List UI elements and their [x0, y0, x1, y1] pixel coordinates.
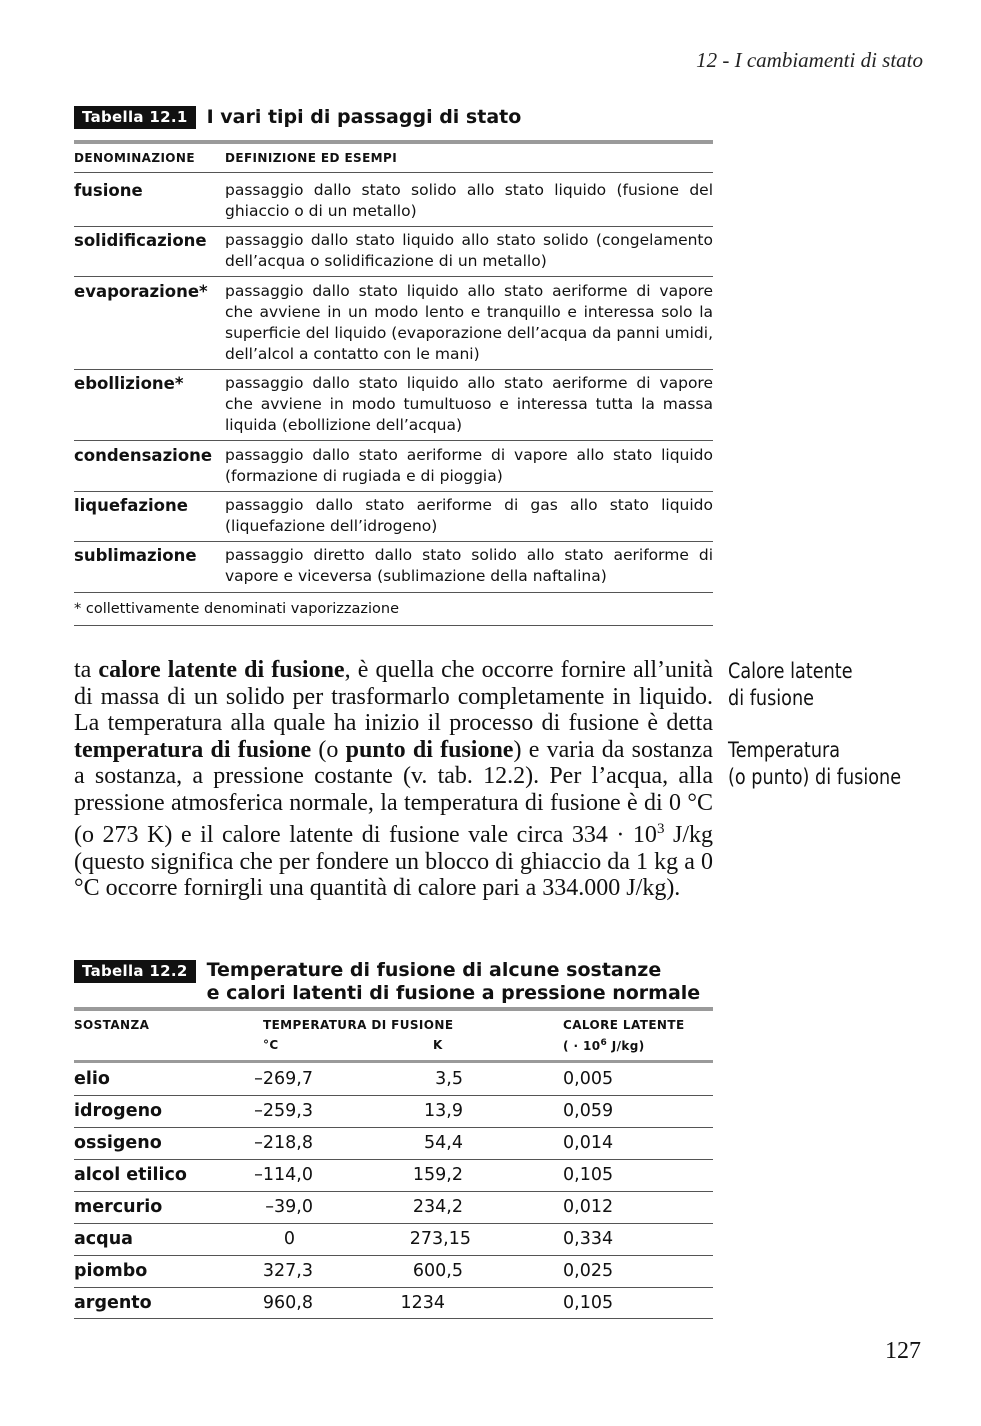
latent-heat: 0,014 — [563, 1133, 614, 1153]
term-calore-latente: calore latente di fusione — [98, 657, 345, 683]
latent-heat: 0,025 — [563, 1261, 614, 1281]
table2-col-celsius: °C — [263, 1038, 279, 1052]
table1-footnote: * collettivamente denominati vaporizzazione — [74, 601, 399, 617]
table1-def: passaggio dallo stato liquido allo stato aeriforme di vapore che avviene in un modo lento e tranquillo e interessa solo la superficie del liquido (evaporazione dell’acqua da panni umidi, dell’alcol a contatto con le mani) — [225, 282, 713, 363]
melting-c: –39,0 — [265, 1197, 313, 1217]
table1-title — [74, 106, 521, 129]
substance-name: elio — [74, 1069, 110, 1089]
table2-heading-line: Temperature di fusione di alcune sostanze — [206, 959, 662, 981]
table2-heading-line: e calori latenti di fusione a pressione normale — [206, 982, 701, 1004]
table2-col-sostanza: SOSTANZA — [74, 1018, 150, 1032]
table1-term: condensazione — [74, 446, 213, 465]
melting-c: –114,0 — [254, 1165, 313, 1185]
table1-term: sublimazione — [74, 546, 197, 565]
margin-note-temperatura — [728, 737, 901, 791]
substance-name: argento — [74, 1293, 152, 1313]
latent-heat: 0,012 — [563, 1197, 614, 1217]
melting-k: 234,2 — [412, 1197, 463, 1217]
table2-top-rule — [74, 1007, 713, 1011]
table-row — [74, 1128, 713, 1160]
term-punto-fusione: punto di fusione — [345, 736, 514, 763]
body-text-run: J/kg (questo significa che per fondere un blocco di ghiaccio da 1 kg a 0 °C occorre fornirgli una quantità di calore pari a 334.000 J/kg). — [74, 822, 713, 901]
table1-row-rule — [74, 276, 713, 277]
melting-k: 1234 — [400, 1293, 445, 1313]
table1-row-rule — [74, 369, 713, 370]
table2-heading — [207, 959, 701, 1005]
heat-unit-text: ( · 10 — [563, 1039, 601, 1053]
table1-def: passaggio dallo stato aeriforme di vapore allo stato liquido (formazione di rugiada e di pioggia) — [225, 446, 713, 485]
table1-heading: I vari tipi di passaggi di stato — [206, 106, 522, 128]
table1-col-term: DENOMINAZIONE — [74, 151, 195, 165]
table1-row-rule — [74, 541, 713, 542]
body-text-run: , è quella che occorre fornire all’unità di massa di un solido per trasformarlo completamente in liquido. La temperatura alla quale ha inizio il processo di fusione è detta — [74, 657, 713, 736]
table1-def: passaggio diretto dallo stato solido allo stato aeriforme di vapore e viceversa (sublimazione della naftalina) — [225, 546, 713, 585]
substance-name: piombo — [74, 1261, 148, 1281]
latent-heat: 0,059 — [563, 1101, 614, 1121]
table1-header-rule — [74, 172, 713, 173]
table1-def: passaggio dallo stato solido allo stato liquido (fusione del ghiaccio o di un metallo) — [225, 181, 713, 220]
table-row — [74, 1256, 713, 1288]
latent-heat: 0,005 — [563, 1069, 614, 1089]
table1-row-rule — [74, 491, 713, 492]
table2-bottom-rule — [74, 1318, 713, 1319]
table1-term: solidificazione — [74, 231, 207, 250]
margin-note-line: (o punto) di fusione — [728, 765, 902, 789]
table1-def: passaggio dallo stato aeriforme di gas allo stato liquido (liquefazione dell’idrogeno) — [225, 496, 713, 535]
table-row — [74, 1224, 713, 1256]
table2-col-kelvin: K — [433, 1038, 443, 1052]
melting-c: –259,3 — [254, 1101, 313, 1121]
melting-c: 327,3 — [262, 1261, 313, 1281]
latent-heat: 0,334 — [563, 1229, 614, 1249]
melting-k: 159,2 — [412, 1165, 463, 1185]
table2-col-temp: TEMPERATURA DI FUSIONE — [263, 1018, 454, 1032]
substance-name: ossigeno — [74, 1133, 162, 1153]
table1-row-rule — [74, 440, 713, 441]
page-number: 127 — [885, 1338, 921, 1364]
table1-term: evaporazione* — [74, 282, 208, 301]
table1-term: liquefazione — [74, 496, 188, 515]
body-paragraph — [74, 657, 713, 902]
table-row — [74, 1064, 713, 1096]
running-head: 12 - I cambiamenti di stato — [696, 48, 923, 72]
table2-col-heat-unit — [563, 1038, 645, 1053]
table1-row-rule — [74, 592, 713, 593]
body-text-run: ) e varia da sostanza a sostanza, a pressione costante (v. tab. 12.2). Per l’acqua, alla pressione atmosferica normale, la temperatura di fusione è di 0 °C (o 273 K) e il calore latente di fusione vale circa 334 · 10 — [74, 736, 713, 848]
margin-note-calore-latente — [728, 658, 853, 712]
melting-c: –218,8 — [254, 1133, 313, 1153]
table2-header-rule — [74, 1060, 713, 1063]
melting-c: 960,8 — [262, 1293, 313, 1313]
substance-name: idrogeno — [74, 1101, 163, 1121]
table-row — [74, 1096, 713, 1128]
table1-bottom-rule — [74, 625, 713, 626]
body-text-run: (o — [311, 736, 346, 763]
latent-heat: 0,105 — [563, 1293, 614, 1313]
heat-unit-exp: 6 — [600, 1038, 608, 1048]
substance-name: acqua — [74, 1229, 133, 1249]
table1-top-rule — [74, 140, 713, 144]
melting-c: –269,7 — [254, 1069, 313, 1089]
margin-note-line: Temperatura — [728, 738, 841, 762]
melting-k: 273,15 — [409, 1229, 471, 1249]
table2-title — [74, 959, 700, 1005]
melting-k: 600,5 — [412, 1261, 463, 1281]
term-temperatura-fusione: temperatura di fusione — [74, 736, 312, 763]
substance-name: mercurio — [74, 1197, 163, 1217]
table1-tag: Tabella 12.1 — [74, 106, 196, 129]
table-row — [74, 1192, 713, 1224]
margin-note-line: di fusione — [728, 686, 815, 710]
table1-term: fusione — [74, 181, 143, 200]
substance-name: alcol etilico — [74, 1165, 187, 1185]
latent-heat: 0,105 — [563, 1165, 614, 1185]
table1-def: passaggio dallo stato liquido allo stato aeriforme di vapore che avviene in modo tumultuoso e interessa tutta la massa liquida (ebollizione dell’acqua) — [225, 374, 713, 434]
table1-row-rule — [74, 226, 713, 227]
melting-k: 3,5 — [435, 1069, 463, 1089]
melting-k: 54,4 — [424, 1133, 463, 1153]
melting-c: 0 — [283, 1229, 295, 1249]
table1-col-def: DEFINIZIONE ED ESEMPI — [225, 151, 398, 165]
table1-term: ebollizione* — [74, 374, 184, 393]
table-row — [74, 1160, 713, 1192]
heat-unit-text: J/kg) — [607, 1039, 645, 1053]
margin-note-line: Calore latente — [728, 659, 853, 683]
table2-col-heat: CALORE LATENTE — [563, 1018, 685, 1032]
table-row — [74, 1288, 713, 1320]
body-text-run: ta — [74, 657, 99, 683]
melting-k: 13,9 — [424, 1101, 463, 1121]
table1-def: passaggio dallo stato liquido allo stato solido (congelamento dell’acqua o solidificazione di un metallo) — [225, 231, 713, 270]
exponent: 3 — [656, 821, 665, 837]
table2-tag: Tabella 12.2 — [74, 960, 196, 983]
